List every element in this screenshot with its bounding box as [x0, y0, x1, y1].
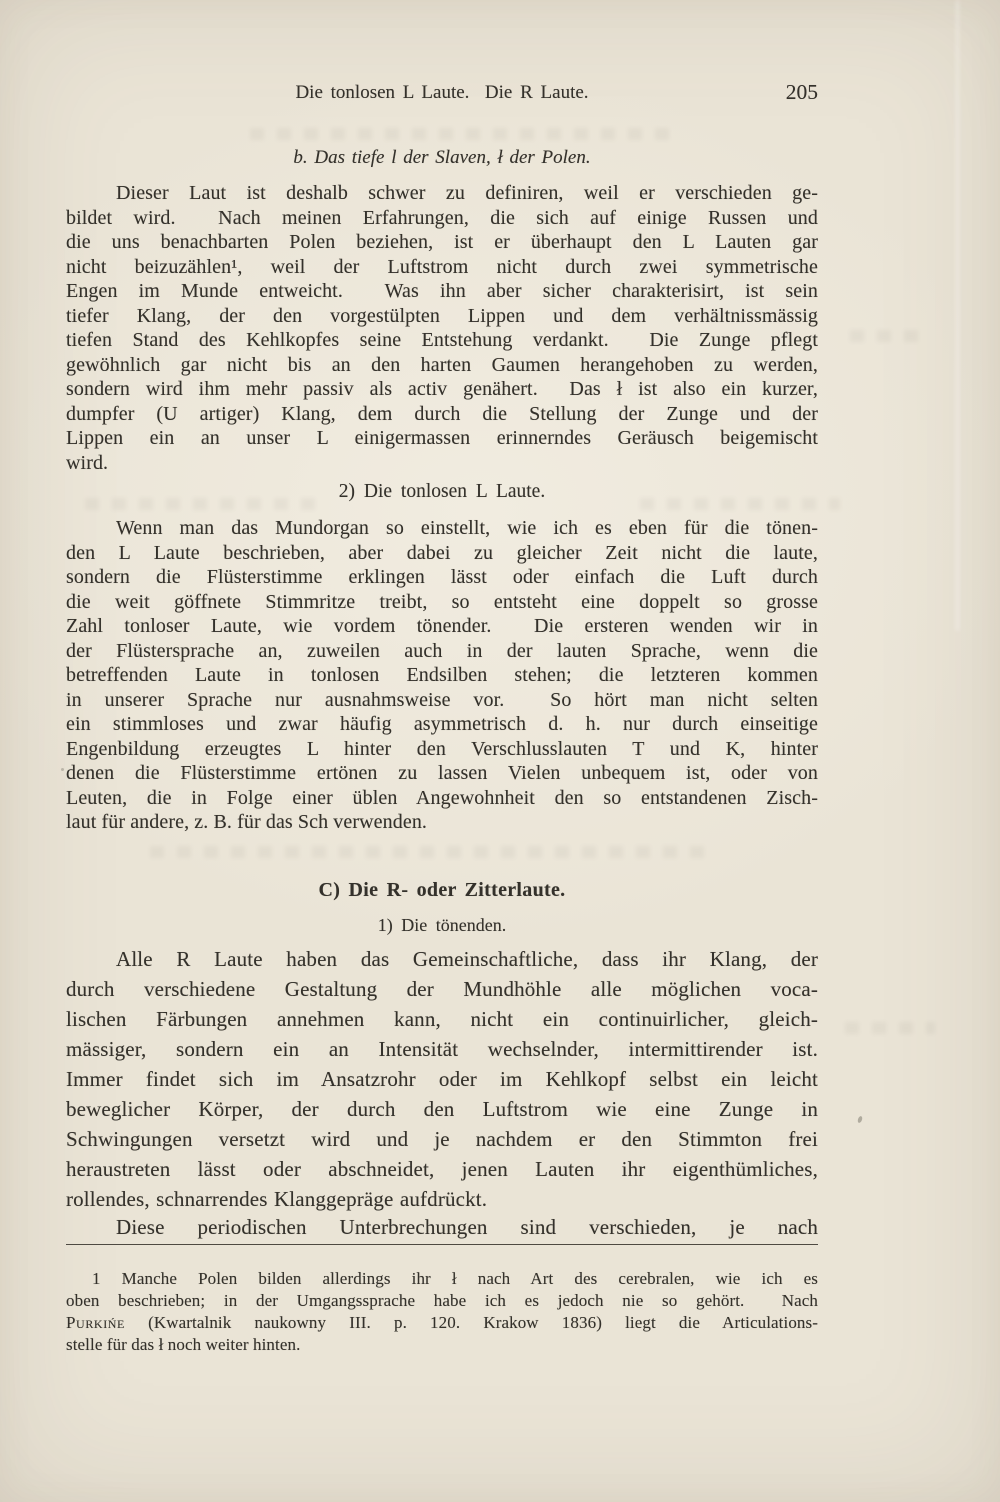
footnote-line: 1 Manche Polen bilden allerdings ihr ł nach Art des cerebralen, wie ich es	[92, 1269, 818, 1288]
text-line: Lippen ein an unser L einigermassen erinnerndes Geräusch beigemischt	[66, 427, 818, 449]
text-line: wird.	[66, 451, 109, 474]
text-line: Dieser Laut ist deshalb schwer zu definiren, weil er verschieden ge-	[116, 182, 818, 204]
text-line: sondern wird ihm mehr passiv als activ genähert. Das ł ist also ein kurzer,	[66, 378, 818, 400]
paragraph-deep-l	[66, 181, 818, 475]
text-line: dumpfer (U artiger) Klang, dem durch die Stellung der Zunge und der	[66, 402, 818, 425]
text-line: den L Laute beschrieben, aber dabei zu gleicher Zeit nicht die laute,	[66, 541, 818, 564]
footnote-line	[66, 1312, 818, 1334]
text-line: Immer findet sich im Ansatzrohr oder im Kehlkopf selbst ein leicht	[66, 1067, 818, 1091]
text-line: Alle R Laute haben das Gemeinschaftliche, dass ihr Klang, der	[116, 947, 818, 971]
text-line: betreffenden Laute in tonlosen Endsilben stehen; die letzteren kommen	[66, 664, 818, 686]
paragraph-tonlose-l	[66, 516, 818, 835]
text-line: sondern die Flüsterstimme erklingen lässt oder einfach die Luft durch	[66, 566, 818, 588]
page-number: 205	[785, 80, 818, 104]
running-header	[66, 82, 818, 106]
section-heading-b: b. Das tiefe l der Slaven, ł der Polen.	[293, 147, 591, 168]
footnote-line-text: (Kwartalnik naukowny III. p. 120. Krakow 1836) liegt die Articulations-	[124, 1313, 818, 1332]
paper-speck	[857, 1116, 863, 1124]
running-title: Die tonlosen L Laute. Die R Laute.	[295, 82, 589, 103]
page-edge-highlight	[956, 0, 959, 631]
footnote-author-smallcaps: Purkińe	[66, 1313, 125, 1332]
paper-speck	[61, 768, 64, 771]
footnote-line: stelle für das ł noch weiter hinten.	[66, 1335, 301, 1354]
paragraph-unterbrechungen	[66, 1212, 818, 1242]
bleedthrough-smudge	[850, 330, 930, 342]
text-line: laut für andere, z. B. für das Sch verwenden.	[66, 811, 428, 833]
bleedthrough-smudge	[250, 128, 670, 140]
text-line: bildet wird. Nach meinen Erfahrungen, die sich auf einige Russen und	[66, 206, 818, 229]
text-line: die weit göffnete Stimmritze treibt, so entsteht eine doppelt so grosse	[66, 590, 818, 613]
text-line: in unserer Sprache nur ausnahmsweise vor. So hört man nicht selten	[66, 688, 818, 711]
paragraph-r-laute	[66, 944, 818, 1214]
text-line: heraustreten lässt oder abschneidet, jenen Lauten ihr eigenthümliches,	[66, 1157, 818, 1181]
bleedthrough-smudge	[845, 1022, 935, 1034]
text-line: Wenn man das Mundorgan so einstellt, wie ich es eben für die tönen-	[116, 517, 818, 539]
text-line: beweglicher Körper, der durch den Luftstrom wie eine Zunge in	[66, 1097, 818, 1121]
text-line: der Flüstersprache an, zuweilen auch in der lauten Sprache, wenn die	[66, 639, 818, 662]
text-line: durch verschiedene Gestaltung der Mundhöhle alle möglichen voca-	[66, 977, 818, 1001]
section-heading-2: 2) Die tonlosen L Laute.	[338, 481, 546, 502]
section-heading-c: C) Die R- oder Zitterlaute.	[318, 879, 566, 901]
text-line: ein stimmloses und zwar häufig asymmetrisch d. h. nur durch einseitige	[66, 713, 818, 735]
text-line: denen die Flüsterstimme ertönen zu lassen Vielen unbequem ist, oder von	[66, 762, 818, 784]
bleedthrough-smudge	[150, 846, 710, 858]
text-line: die uns benachbarten Polen beziehen, ist er überhaupt den L Lauten gar	[66, 231, 818, 253]
text-line: Diese periodischen Unterbrechungen sind verschieden, je nach	[116, 1215, 818, 1239]
text-line: Engen im Munde entweicht. Was ihn aber sicher charakterisirt, ist sein	[66, 280, 818, 302]
footnote-rule	[66, 1244, 818, 1245]
text-line: Leuten, die in Folge einer üblen Angewohnheit den so entstandenen Zisch-	[66, 786, 818, 809]
text-line: Engenbildung erzeugtes L hinter den Verschlusslauten T und K, hinter	[66, 737, 818, 760]
text-line: lischen Färbungen annehmen kann, nicht ein continuirlicher, gleich-	[66, 1007, 818, 1031]
text-line: gewöhnlich gar nicht bis an den harten Gaumen herangehoben zu werden,	[66, 353, 818, 376]
text-line: Zahl tonloser Laute, wie vordem tönender. Die ersteren wenden wir in	[66, 615, 818, 637]
footnote-line: oben beschrieben; in der Umgangssprache habe ich es jedoch nie so gehört. Nach	[66, 1291, 818, 1310]
text-line: rollendes, schnarrendes Klanggepräge aufdrückt.	[66, 1187, 488, 1211]
text-line: tiefer Klang, der den vorgestülpten Lippen und dem verhältnissmässig	[66, 304, 818, 327]
text-line: tiefen Stand des Kehlkopfes seine Entstehung verdankt. Die Zunge pflegt	[66, 329, 818, 351]
text-line: mässiger, sondern ein an Intensität wechselnder, intermittirender ist.	[66, 1037, 818, 1061]
section-subheading-1: 1) Die tönenden.	[377, 915, 507, 935]
text-line: Schwingungen versetzt wird und je nachdem er den Stimmton frei	[66, 1127, 818, 1151]
footnote	[66, 1268, 818, 1356]
text-line: nicht beizuzählen¹, weil der Luftstrom nicht durch zwei symmetrische	[66, 255, 818, 278]
